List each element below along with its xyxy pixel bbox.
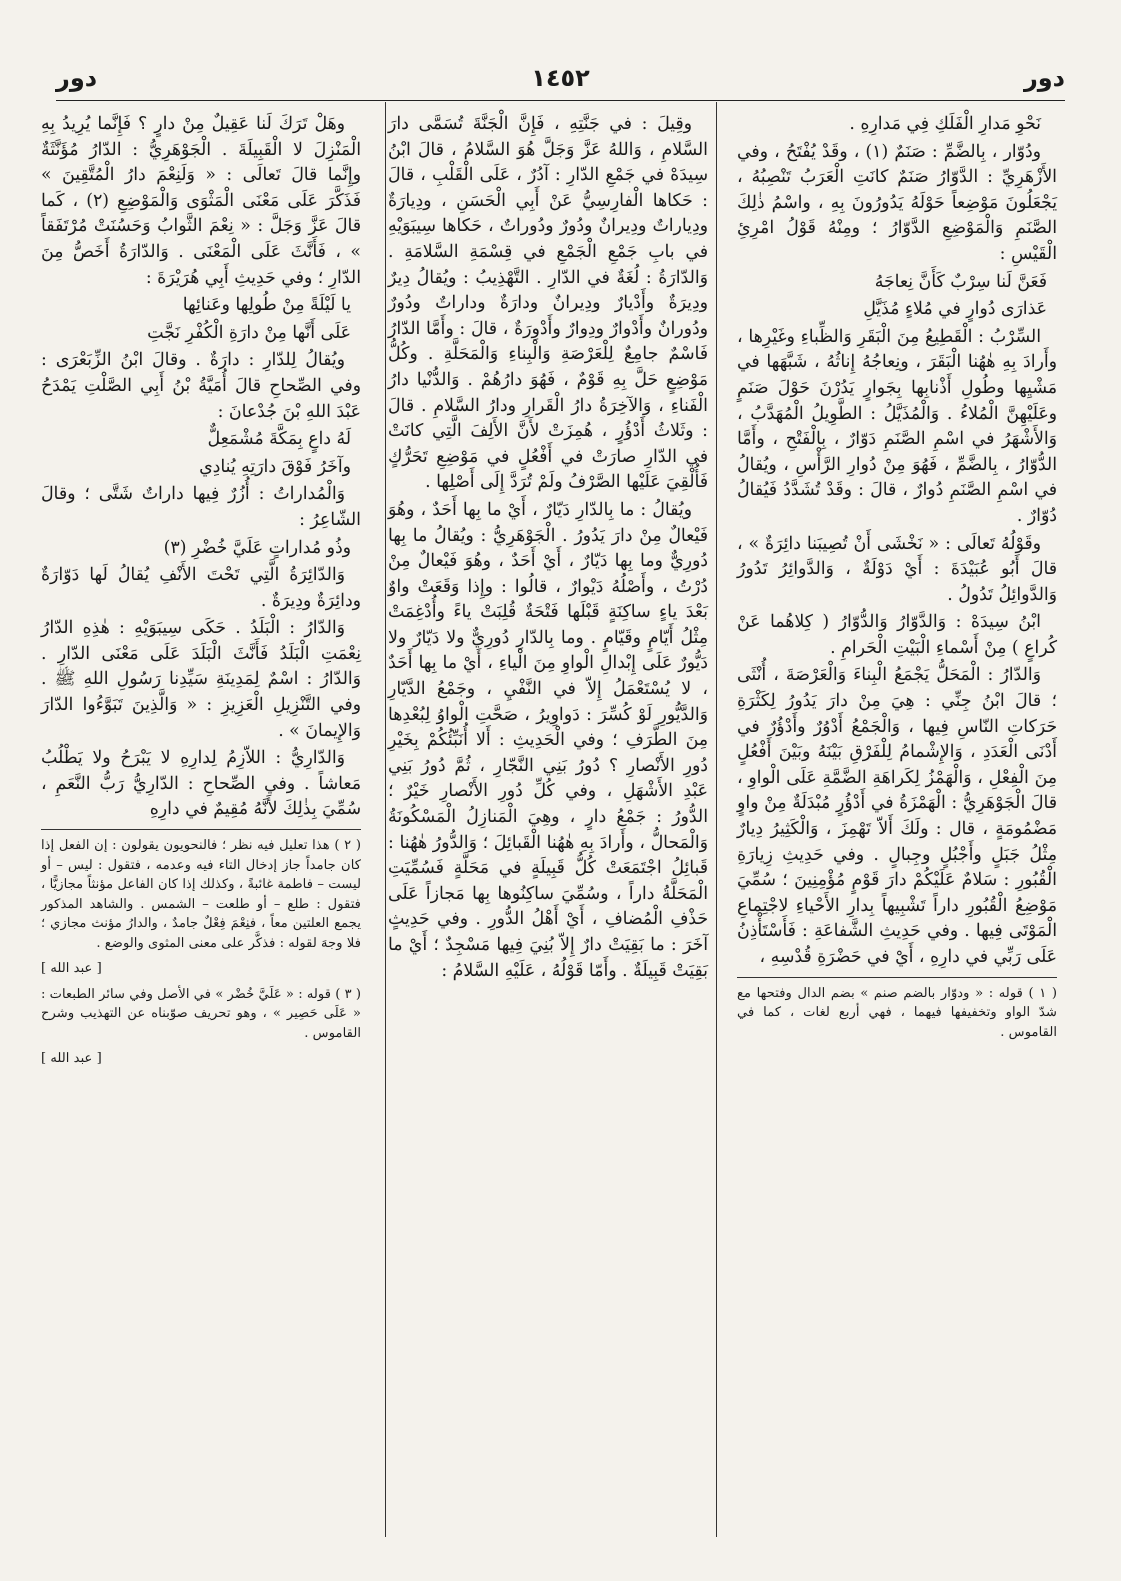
column-left — [41, 112, 361, 1537]
footnotes-right — [737, 984, 1057, 1043]
paragraph: ودُوّار ، بِالضَّمِّ : صَنَمٌ (١) ، وقَدْ يُفْتَحُ ، وفي الأَزْهَرِيِّ : الدَّوّارُ صَنَمٌ كانَتِ الْعَرَبُ تَنْصِبُهُ ، يَجْعَلُونَ مَوْضِعاً حَوْلَهُ يَدُورُونَ بِهِ ، واسْمُ ذٰلِكَ الصَّنَمِ وَالْمَوْضِعِ الدَّوّارُ ؛ ومِنْهُ قَوْلُ امْرِئِ الْقَيْسِ : — [737, 141, 1057, 264]
paragraph: وَالدّائِرَةُ الَّتِي تَحْتَ الأَنْفِ يُقالُ لَها دَوّارَةٌ ودائِرَةٌ ودِيرَةٌ . — [41, 565, 361, 611]
verse-line: يا لَيْلَةً مِنْ طُولِها وعَنائِها — [182, 295, 351, 316]
column-right — [737, 112, 1057, 1537]
header-keyword-left: دور — [56, 64, 98, 92]
footnotes-left — [41, 836, 361, 1069]
paragraph: وَالدّارُ : الْبَلَدُ . حَكَى سِيبَوَيْهِ : هٰذِهِ الدّارُ نِعْمَتِ الْبَلَدُ فَأَنَّثَ الْبَلَدَ عَلَى مَعْنَى الدّارِ . وَالدّارُ : اسْمٌ لِمَدِينَةِ سَيِّدِنا رَسُولِ اللهِ ﷺ . وفي التَّنْزِيلِ الْعَزِيزِ : « وَالَّذِينَ تَبَوَّءُوا الدّارَ وَالإِيمانَ » . — [41, 618, 361, 741]
footnote: ( ٣ ) قوله : « عَلَيَّ خُضْر » في الأصل وفي سائر الطبعات : « عَلَى حَصِير » ، وهو تحريف صوّبناه عن التهذيب وشرح القاموس . — [40, 986, 361, 1041]
paragraph: وَالدّارِيُّ : اللاّزِمُ لِدارِهِ لا يَبْرَحُ ولا يَطْلُبُ مَعاشاً . وفي الصِّحاحِ : الدّارِيُّ رَبُّ النَّعَمِ ، سُمِّيَ بِذٰلِكَ لأَنَّهُ مُقِيمٌ في دارِهِ — [41, 748, 361, 820]
footnote: ( ١ ) قوله : « ودوّار بالضم صنم » بضم الدال وفتحها مع شدّ الواو وتخفيفها فيهما ، فهي أربع لغات ، كما في القاموس . — [737, 985, 1057, 1040]
paragraph: السِّرْبُ : الْقَطِيعُ مِنَ الْبَقَرِ وَالظِّباءِ وغَيْرِها ، وأَرادَ بِهِ هٰهُنا الْبَقَرَ ، ونِعاجُهُ إِناثُهُ ، شَبَّهَها في مَشْيِها وطُولِ أَذْنابِها بِجَوارٍ يَدُرْنَ حَوْلَ صَنَمٍ وعَلَيْهِنَّ الْمُلاءُ . وَالْمُذَيَّلُ : الطَّوِيلُ الْمُهَدَّبُ ، وَالأَشْهَرُ في اسْمِ الصَّنَمِ دَوّارٌ ، بِالْفَتْحِ ، وأَمَّا الدُّوّارُ ، بِالضَّمِّ ، فَهُوَ مِنْ دُوارِ الرَّأْسِ ، ويُقالُ في اسْمِ الصَّنَمِ دُوارٌ ، قالَ : وقَدْ تُشَدَّدُ فَيُقالُ دُوّارٌ . — [737, 326, 1057, 526]
paragraph: وقَوْلُهُ تَعالَى : « نَخْشَى أَنْ تُصِيبَنا دائِرَةٌ » ، قالَ أَبُو عُبَيْدَةَ : أَيْ دَوْلَةٌ ، وَالدَّوائِرُ تَدُورُ وَالدَّوائِلُ تَدُولُ . — [737, 533, 1057, 605]
header-keyword-right: دور — [1023, 64, 1065, 92]
column-divider-right — [716, 102, 717, 1537]
paragraph: وَالدّارُ : الْمَحَلُّ يَجْمَعُ الْبِناءَ وَالْعَرْصَةَ ، أُنْثَى ؛ قالَ ابْنُ جِنِّي : هِيَ مِنْ دارَ يَدُورُ لِكَثْرَةِ حَرَكاتِ النّاسِ فِيها ، وَالْجَمْعُ أَدْوُرٌ وأَدْؤُرٌ في أَدْنَى الْعَدَدِ ، وَالإِشْمامُ لِلْفَرْقِ بَيْنَهُ وبَيْنَ أَفْعُلٍ مِنَ الْفِعْلِ ، وَالْهَمْزُ لِكَراهَةِ الضَّمَّةِ عَلَى الْواوِ ، قالَ الْجَوْهَرِيُّ : الْهَمْزَةُ في أَدْؤُرٍ مُبْدَلَةٌ مِنْ واوٍ مَضْمُومَةٍ ، قال : ولَكَ أَلاّ تَهْمِزَ ، وَالْكَثِيرُ دِيارٌ مِثْلُ جَبَلٍ وأَجْبُلٍ وجِبالٍ . وفي حَدِيثِ زِيارَةِ الْقُبُورِ : سَلامٌ عَلَيْكُمْ دارَ قَوْمٍ مُؤْمِنِينَ ؛ سُمِّيَ مَوْضِعُ الْقُبُورِ داراً تَشْبِيهاً بِدارِ الأَحْياءِ لاجْتِماعِ الْمَوْتَى فِيها . وفي حَدِيثِ الشَّفاعَةِ : فَأَسْتَأْذِنُ عَلَى رَبِّي في دارِهِ ، أَيْ في حَضْرَةِ قُدْسِهِ ، — [737, 665, 1057, 967]
verse-line: وذُو مُداراتٍ عَلَيَّ خُضْرِ (٣) — [163, 537, 351, 558]
verse-line: فَعَنَّ لَنا سِرْبٌ كَأَنَّ نِعاجَهُ — [874, 271, 1047, 292]
column-middle — [388, 112, 708, 1537]
paragraph: ويُقالُ : ما بِالدّارِ دَيّارٌ ، أَيْ ما بِها أَحَدٌ ، وهُوَ فَيْعالٌ مِنْ دارَ يَدُورُ . الْجَوْهَرِيُّ : ويُقالُ ما بِها دُورِيٌّ وما بِها دَيّارٌ ، أَيْ أَحَدٌ ، وهُوَ فَيْعالٌ مِنْ دُرْتُ ، وأَصْلُهُ دَيْوارٌ ، قالُوا : وإِذا وَقَعَتْ واوٌ بَعْدَ ياءٍ ساكِنَةٍ قَبْلَها فَتْحَةٌ قُلِبَتْ ياءً وأُدْغِمَتْ مِثْلُ أَيّامٍ وقَيّامٍ . وما بِالدّارِ دُورِيٌّ ولا دَيّارٌ ولا دَيُّورٌ عَلَى إِبْدالِ الْواوِ مِنَ الْياءِ ، أَيْ ما بِها أَحَدٌ ، لا يُسْتَعْمَلُ إِلاّ في النَّفْيِ ، وجَمْعُ الدَّيّارِ وَالدَّيُّورِ لَوْ كُسِّرَ : دَواوِيرُ ، صَحَّتِ الْواوُ لِبُعْدِها مِنَ الطَّرَفِ ؛ وفي الْحَدِيثِ : أَلا أُنَبِّئُكُمْ بِخَيْرِ دُورِ الأَنْصارِ ؟ دُورُ بَنِي النَّجّارِ ، ثُمَّ دُورُ بَنِي عَبْدِ الأَشْهَلِ ، وفي كُلِّ دُورِ الأَنْصارِ خَيْرٌ ؛ الدُّورُ : جَمْعُ دارٍ ، وهِيَ الْمَنازِلُ الْمَسْكُونَةُ وَالْمَحالُّ ، وأَرادَ بِهِ هٰهُنا الْقَبائِلَ ؛ وَالدُّورُ هٰهُنا : قَبائِلُ اجْتَمَعَتْ كُلُّ قَبِيلَةٍ في مَحَلَّةٍ فَسُمِّيَتِ الْمَحَلَّةُ داراً ، وسُمِّيَ ساكِنُوها بِها مَجازاً عَلَى حَذْفِ الْمُضافِ ، أَيْ أَهْلُ الدُّورِ . وفي حَدِيثٍ آخَرَ : ما بَقِيَتْ دارٌ إِلاّ بُنِيَ فِيها مَسْجِدٌ ؛ أَيْ ما بَقِيَتْ قَبِيلَةٌ . وأَمّا قَوْلُهُ ، عَلَيْهِ السَّلامُ : — [388, 499, 708, 981]
paragraph: وَالْمُداراتُ : أُزُرٌ فِيها داراتٌ شَتَّى ؛ وقالَ الشّاعِرُ : — [41, 484, 361, 530]
page-number: ١٤٥٢ — [531, 64, 590, 92]
footnote-separator — [41, 829, 361, 830]
verse-line: عَلَى أَنَّها مِنْ دارَةِ الْكُفْرِ نَجَّتِ — [147, 322, 351, 343]
column-left-body — [41, 112, 361, 823]
column-middle-body — [388, 112, 708, 984]
paragraph: وهَلْ تَرَكَ لَنا عَقِيلٌ مِنْ دارٍ ؟ فَإِنَّما يُرِيدُ بِهِ الْمَنْزِلَ لا الْقَبِيلَةَ . الْجَوْهَرِيُّ : الدّارُ مُؤَنَّثَةٌ وإِنَّما قالَ تَعالَى : « وَلَنِعْمَ دارُ الْمُتَّقِينَ » فَذَكَّرَ عَلَى مَعْنَى الْمَثْوَى وَالْمَوْضِعِ (٢) ، كَما قالَ عَزَّ وَجَلَّ : « نِعْمَ الثَّوابُ وَحَسُنَتْ مُرْتَفَقاً » ، فَأَنَّثَ عَلَى الْمَعْنَى . وَالدّارَةُ أَخَصُّ مِنَ الدّارِ ؛ وفي حَدِيثِ أَبِي هُرَيْرَةَ : — [41, 114, 361, 288]
paragraph: نَحْوِ مَدارِ الْفَلَكِ فِي مَدارِهِ . — [849, 114, 1041, 134]
verse-line: عَذارَى دُوارٍ في مُلاءٍ مُذَيَّلِ — [863, 299, 1047, 320]
paragraph: ويُقالُ لِلدّارِ : دارَةٌ . وقالَ ابْنُ الزِّبَعْرَى : وفي الصِّحاحِ قالَ أُمَيَّةُ بْنُ أَبِي الصَّلْتِ يَمْدَحُ عَبْدَ اللهِ بْنَ جُدْعانَ : — [41, 350, 361, 422]
verse-line: وآخَرُ فَوْقَ دارَتِهِ يُنادِي — [199, 456, 351, 477]
column-divider-left — [385, 102, 386, 1537]
footnote-separator — [737, 977, 1057, 978]
footnote: ( ٢ ) هذا تعليل فيه نظر ؛ فالنحويون يقولون : إن الفعل إذا كان جامداً جاز إدخال التاء فيه وعدمه ، فتقول : ليس – أو ليست – فاطمة غائبةً ، وكذلك إذا كان الفاعل مؤنثاً مجازيًّا ، فتقول : طلع – أو طلعت – الشمس . والشاهد المذكور يجمع العلتين معاً ، فنِعْمَ فِعْلٌ جامدٌ ، والدارُ مؤنث مجازي ؛ فلا وجهَ لقوله : فذكَّر على معنى المثوى والوضع . — [41, 838, 361, 951]
page-header — [56, 58, 1065, 98]
column-right-body — [737, 112, 1057, 971]
header-rule — [56, 100, 1065, 101]
paragraph: وقِيلَ : في جَنَّتِهِ ، فَإِنَّ الْجَنَّةَ تُسَمَّى دارَ السَّلامِ ، وَاللهُ عَزَّ وَجَلَّ هُوَ السَّلامُ ، قالَ ابْنُ سِيدَهْ في جَمْعِ الدّارِ : آدُرٌ ، عَلَى الْقَلْبِ ، قالَ : حَكاها الْفارِسِيُّ عَنْ أَبِي الْحَسَنِ ، ودِيارَةٌ ودِياراتٌ ودِيرانٌ ودُورٌ ودُوراتٌ ، حَكاها سِيبَوَيْهِ في بابِ جَمْعِ الْجَمْعِ في قِسْمَةِ السَّلامَةِ . وَالدّارَةُ : لُغَةٌ في الدّارِ . التَّهْذِيبُ : ويُقالُ دِيرٌ ودِيرَةٌ وأَدْيارٌ ودِيرانٌ ودارَةٌ وداراتٌ ودُورٌ ودُورانٌ وأَدْوارٌ ودِوارٌ وأَدْوِرَةٌ ، قالَ : وأَمَّا الدّارُ فَاسْمٌ جامِعٌ لِلْعَرْصَةِ وَالْبِناءِ وَالْمَحَلَّةِ . وكُلُّ مَوْضِعٍ حَلَّ بِهِ قَوْمٌ ، فَهُوَ دارُهُمْ . وَالدُّنْيا دارُ الْفَناءِ ، وَالآخِرَةُ دارُ الْقَرارِ ودارُ السَّلامِ . قالَ : وثَلاثُ أَدْؤُرٍ ، هُمِزَتْ لأَنَّ الأَلِفَ الَّتِي كانَتْ في الدّارِ صارَتْ في أَفْعُلٍ في مَوْضِعِ تَحَرُّكٍ فَأُلْقِيَ عَلَيْها الصَّرْفُ ولَمْ تُرَدَّ إِلَى أَصْلِها . — [388, 114, 708, 493]
paragraph: ابْنُ سِيدَهْ : وَالدَّوّارُ وَالدُّوّارُ ( كِلاهُما عَنْ كُراعٍ ) مِنْ أَسْماءِ الْبَيْتِ الْحَرامِ . — [737, 612, 1057, 658]
footnote-signature: [ عبد الله ] — [41, 961, 102, 977]
footnote-signature: [ عبد الله ] — [41, 1051, 102, 1067]
verse-line: لَهُ داعٍ بِمَكَّةَ مُشْمَعِلٌّ — [207, 429, 351, 450]
